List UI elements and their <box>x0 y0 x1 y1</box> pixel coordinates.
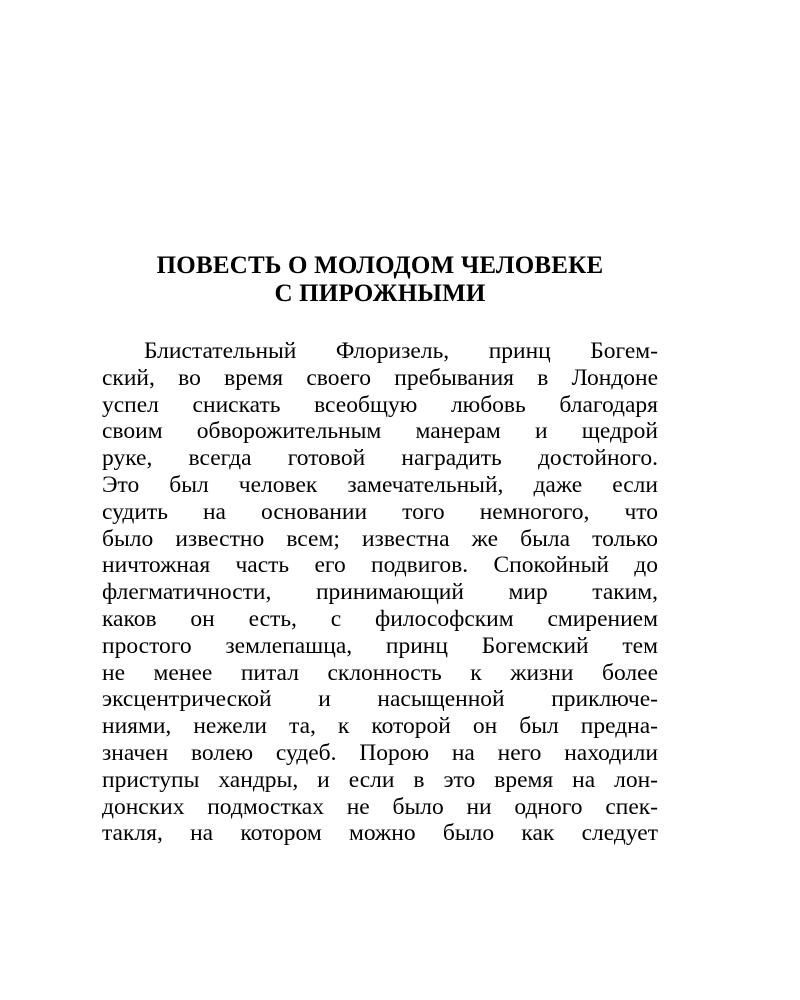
text-line: своим обворожительным манерам и щедрой <box>102 418 658 445</box>
chapter-title <box>100 252 660 308</box>
text-line: донских подмостках не было ни одного спек- <box>102 793 658 820</box>
text-line: ниями, нежели та, к которой он был предна- <box>102 713 658 740</box>
text-line: простого землепашца, принц Богемский тем <box>102 632 658 659</box>
text-line: приступы хандры, и если в это время на лон- <box>102 766 658 793</box>
text-line: такля, на котором можно было как следует <box>102 820 658 847</box>
text-line: руке, всегда готовой наградить достойного. <box>102 445 658 472</box>
chapter-body-text <box>102 338 658 847</box>
text-line: Блистательный Флоризель, принц Богем- <box>144 338 658 364</box>
text-line: значен волею судеб. Порою на него находили <box>102 739 658 766</box>
text-line: эксцентрической и насыщенной приключе- <box>102 686 658 713</box>
text-line: ничтожная часть его подвигов. Спокойный до <box>102 552 658 579</box>
text-line: флегматичности, принимающий мир таким, <box>102 579 658 606</box>
text-line: было известно всем; известна же была только <box>102 525 658 552</box>
chapter-title-line: ПОВЕСТЬ О МОЛОДОМ ЧЕЛОВЕКЕ <box>156 252 604 279</box>
chapter-title-line: С ПИРОЖНЫМИ <box>274 280 486 307</box>
text-line: ский, во время своего пребывания в Лондоне <box>102 364 658 391</box>
text-line: Это был человек замечательный, даже если <box>102 471 658 498</box>
text-line: успел снискать всеобщую любовь благодаря <box>102 391 658 418</box>
text-line: не менее питал склонность к жизни более <box>102 659 658 686</box>
text-line: каков он есть, с философским смирением <box>102 605 658 632</box>
text-line: судить на основании того немногого, что <box>102 498 658 525</box>
